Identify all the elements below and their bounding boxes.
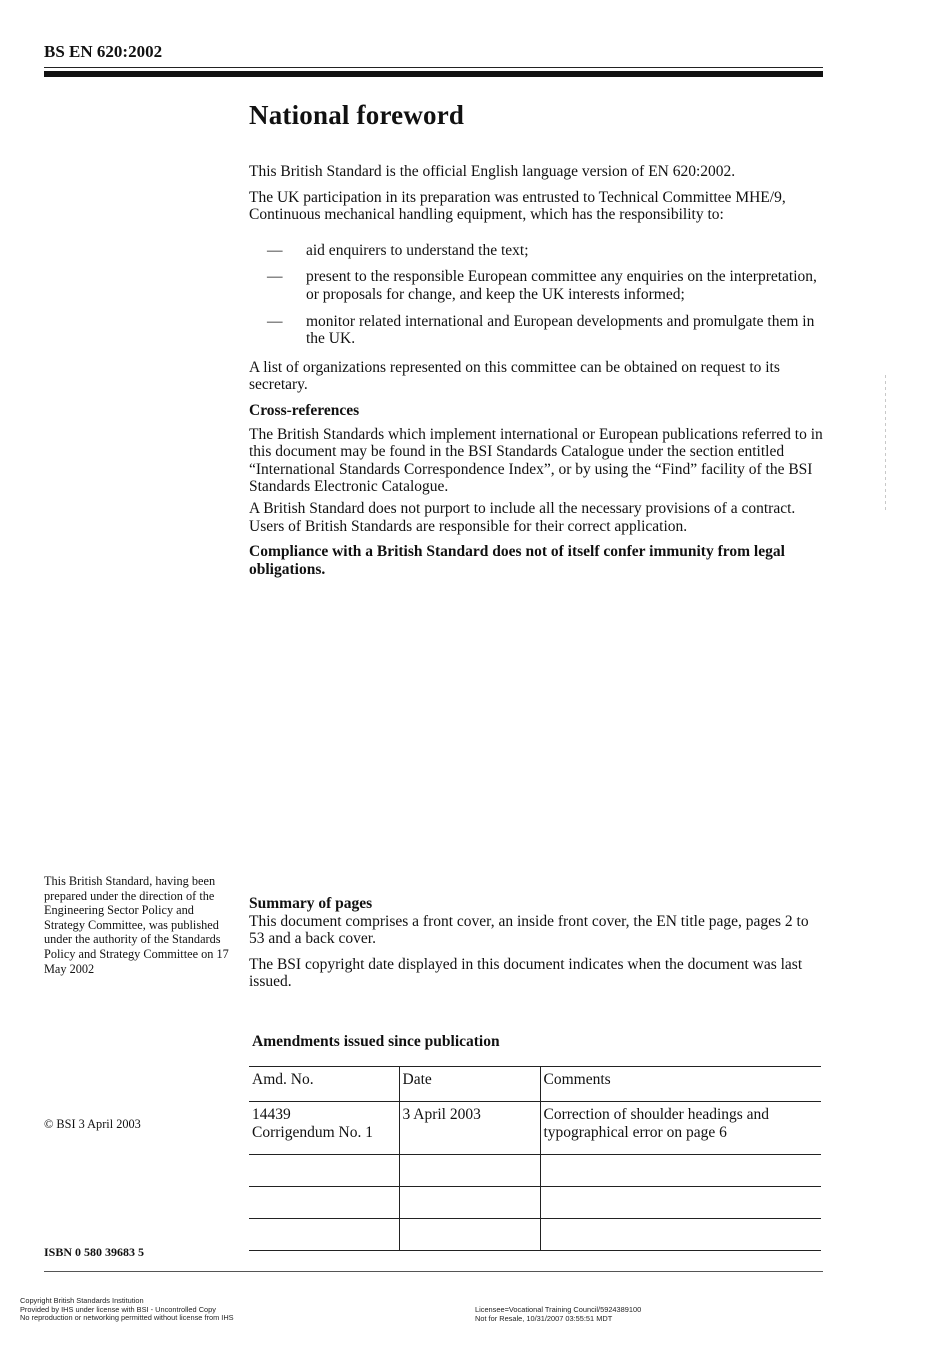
intro-paragraph-1: This British Standard is the official English language version of EN 620:2002. [249, 163, 736, 180]
margin-mark [885, 375, 886, 510]
copyright-notice: © BSI 3 April 2003 [44, 1117, 141, 1131]
empty-cell [540, 1155, 821, 1187]
amendments-heading: Amendments issued since publication [252, 1033, 500, 1050]
column-header-amd-no: Amd. No. [249, 1067, 399, 1102]
table-row [249, 1102, 821, 1155]
empty-cell [399, 1187, 540, 1219]
amendments-table [249, 1066, 821, 1251]
foreword-body [249, 163, 824, 578]
summary-paragraph: This document comprises a front cover, an inside front cover, the EN title page, pages 2 to 53 and a back cover. [249, 912, 809, 948]
table-row-empty [249, 1155, 821, 1187]
dash-bullet: — [267, 268, 283, 286]
header-thick-rule [44, 71, 823, 77]
cross-references-paragraph: The British Standards which implement international or European publications referred to in this document may be found in the BSI Standards Catalogue under the section entitled “International Standards Correspondence Index”, or by using the “Find” facility of the BSI Standards Electronic Catalogue. [249, 425, 823, 496]
empty-cell [249, 1219, 399, 1251]
list-item-text: present to the responsible European committee any enquiries on the interpretation, or proposals for change, and keep the UK interests informed; [306, 268, 817, 303]
comments-cell: Correction of shoulder headings and typographical error on page 6 [540, 1102, 821, 1155]
table-row-empty [249, 1219, 821, 1251]
isbn: ISBN 0 580 39683 5 [44, 1245, 145, 1259]
footer-rule [44, 1271, 823, 1272]
column-header-date: Date [399, 1067, 540, 1102]
date-cell: 3 April 2003 [399, 1102, 540, 1155]
empty-cell [249, 1187, 399, 1219]
list-item [249, 313, 824, 348]
list-item-text: aid enquirers to understand the text; [306, 241, 529, 259]
amd-no-cell: 14439 Corrigendum No. 1 [249, 1102, 399, 1155]
table-row-empty [249, 1187, 821, 1219]
summary-section [249, 895, 824, 991]
list-item [249, 268, 824, 303]
document-id: BS EN 620:2002 [44, 42, 163, 61]
empty-cell [540, 1219, 821, 1251]
empty-cell [399, 1219, 540, 1251]
list-item [249, 242, 824, 260]
dash-bullet: — [267, 312, 283, 330]
cross-references-heading: Cross-references [249, 401, 360, 419]
provisions-paragraph: A British Standard does not purport to include all the necessary provisions of a contract. Users of British Standards are responsible for their correct application. [249, 499, 796, 535]
copyright-date-paragraph: The BSI copyright date displayed in this document indicates when the document was last issued. [249, 955, 803, 991]
empty-cell [540, 1187, 821, 1219]
organizations-paragraph: A list of organizations represented on this committee can be obtained on request to its secretary. [249, 358, 780, 394]
dash-bullet: — [267, 241, 283, 259]
column-header-comments: Comments [540, 1067, 821, 1102]
empty-cell [399, 1155, 540, 1187]
summary-heading: Summary of pages [249, 895, 373, 912]
footer-copyright-text: Copyright British Standards Institution Provided by IHS under license with BSI - Uncontrolled Copy No reproduction or networking permitted without license from IHS [20, 1296, 234, 1323]
intro-paragraph-2: The UK participation in its preparation was entrusted to Technical Committee MHE/9, Continuous mechanical handling equipment, which has the responsibility to: [249, 188, 786, 224]
footer-license-text: Licensee=Vocational Training Council/5924389100 Not for Resale, 10/31/2007 03:55:51 MDT [475, 1305, 642, 1323]
table-header-row [249, 1067, 821, 1102]
header-thin-rule [44, 67, 823, 68]
publication-note: This British Standard, having been prepared under the direction of the Engineering Sector Policy and Strategy Committee, was published under the authority of the Standards Policy and Strategy Committee on 17 May 2002 [44, 874, 229, 976]
responsibility-list [249, 242, 824, 348]
page-title: National foreword [249, 100, 465, 130]
empty-cell [249, 1155, 399, 1187]
compliance-paragraph: Compliance with a British Standard does not of itself confer immunity from legal obligations. [249, 543, 785, 578]
list-item-text: monitor related international and European developments and promulgate them in the UK. [306, 312, 815, 348]
